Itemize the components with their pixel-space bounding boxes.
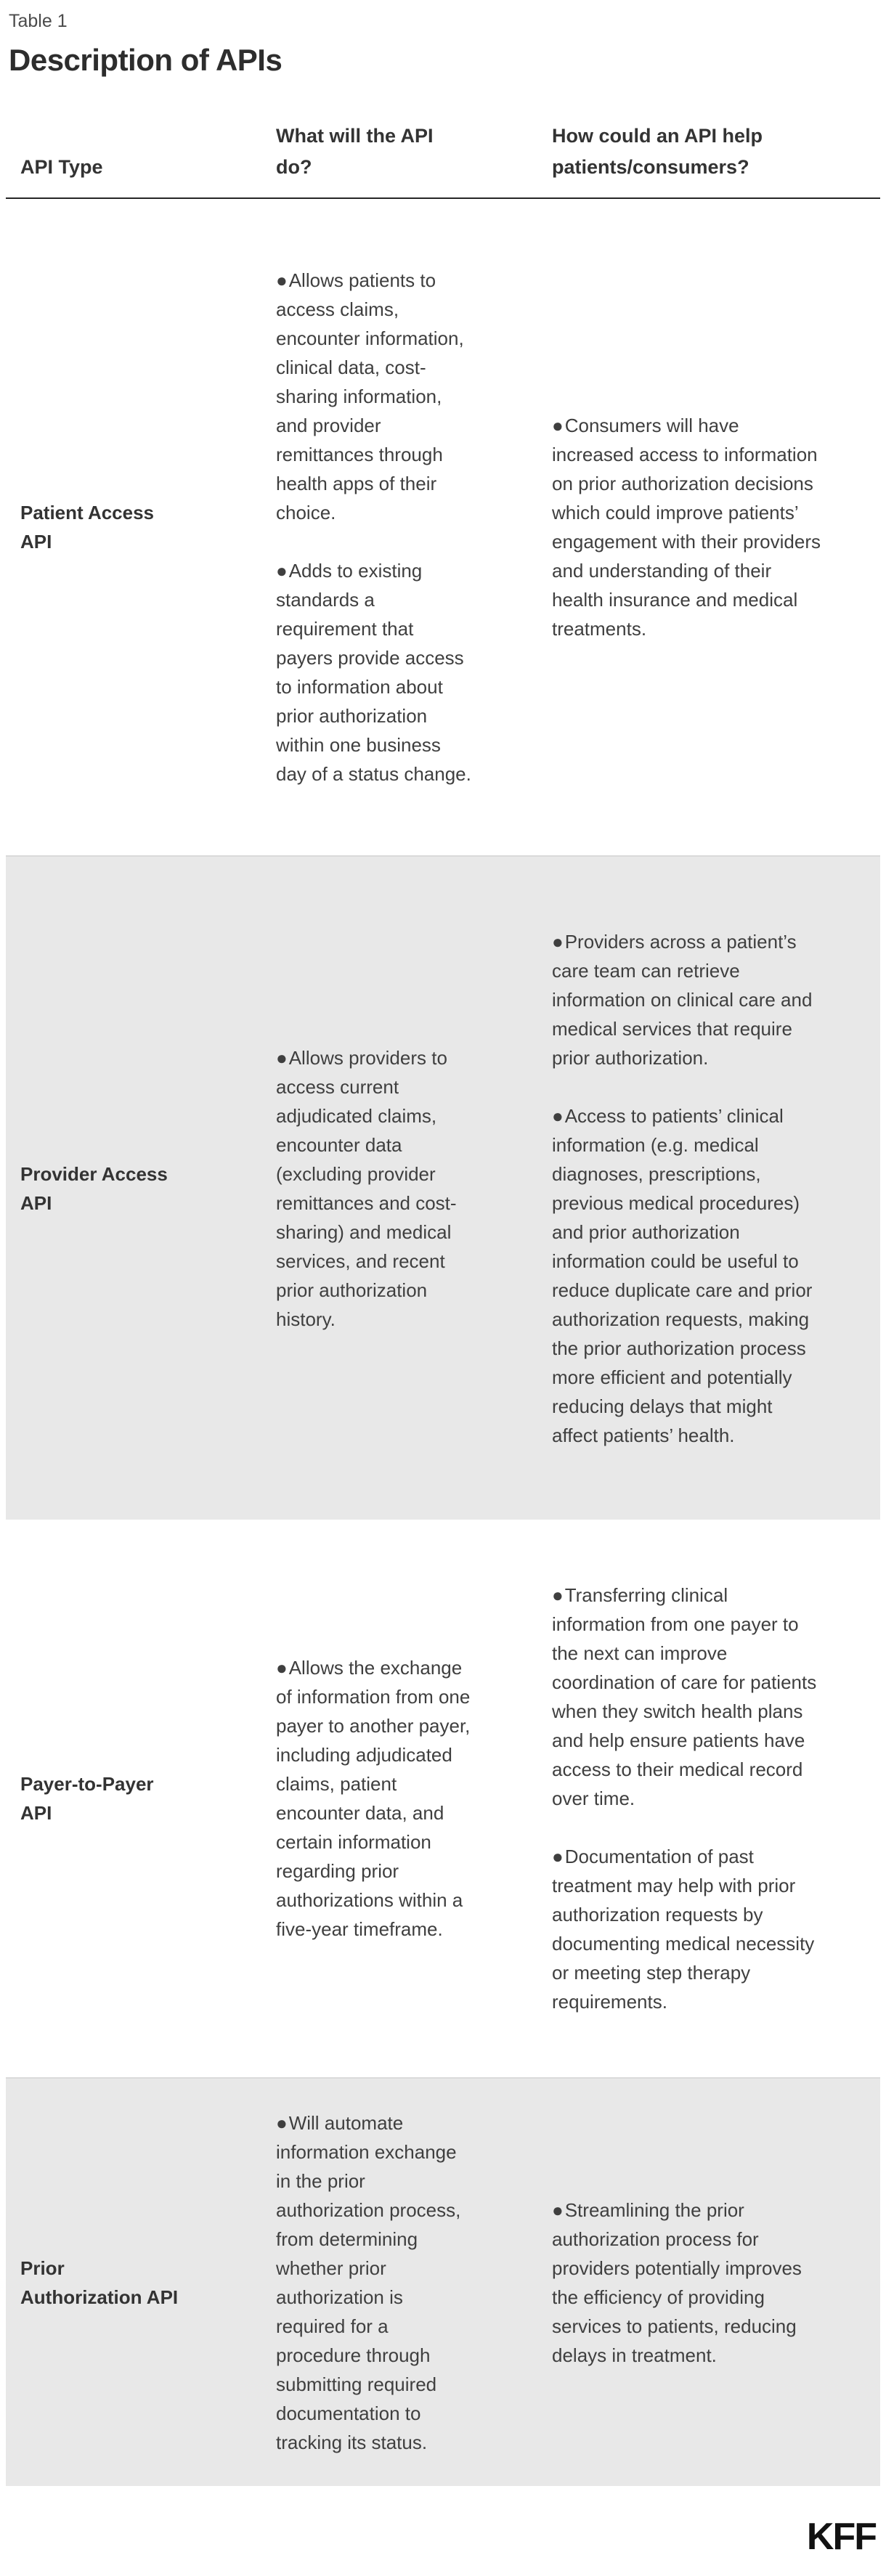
api-type-cell: Patient Access API: [20, 502, 155, 553]
bullet-item: ● Access to patients’ clinical information (e.g. medical diagnoses, prescriptions, previous medical procedures) and prior authorization information could be useful to reduce duplicate care and prior authorization requests, making the prior authorization process more efficient and potentially reducing delays that might affect patients’ health.: [552, 1101, 821, 1450]
page-title: Description of APIs: [9, 43, 283, 77]
api-help-cell: [521, 1520, 880, 2078]
column-header-what-will-api-do: What will the API do?: [270, 78, 521, 198]
table-number-label: Table 1: [9, 11, 68, 31]
api-help-cell: [521, 198, 880, 856]
api-do-cell: [270, 1520, 521, 2078]
bullet-item: ● Providers across a patient’s care team can retrieve information on clinical care and medical services that require prior authorization.: [552, 927, 821, 1072]
page-header: [0, 0, 886, 78]
bullet-item: ● Streamlining the prior authorization process for providers potentially improves the efficiency of providing services to patients, reducing delays in treatment.: [552, 2196, 821, 2370]
column-header-api-type: API Type: [6, 78, 270, 198]
api-description-table: [6, 78, 880, 2486]
bullet-item: ● Consumers will have increased access to information on prior authorization decisions which could improve patients’ engagement with their providers and understanding of their health insurance and medical treatments.: [552, 411, 821, 643]
table-header-row: [6, 78, 880, 198]
table-row-payer-to-payer-api: [6, 1520, 880, 2078]
api-help-cell: [521, 2078, 880, 2486]
bullet-item: ● Will automate information exchange in the prior authorization process, from determining whether prior authorization is required for a procedure through submitting required documentation to tracking its status.: [276, 2108, 474, 2457]
api-type-cell: Prior Authorization API: [6, 2078, 270, 2486]
page-footer: [0, 2486, 886, 2576]
bullet-item: ● Adds to existing standards a requirement that payers provide access to information about prior authorization within one business day of a status change.: [276, 556, 474, 788]
api-do-cell: [270, 2078, 521, 2486]
api-do-cell: [270, 856, 521, 1520]
kff-logo: KFF: [806, 2516, 876, 2558]
table-row-provider-access-api: [6, 856, 880, 1520]
api-do-cell: [270, 198, 521, 856]
api-type-cell: Payer-to-Payer API: [20, 1773, 154, 1824]
bullet-item: ● Allows the exchange of information from one payer to another payer, including adjudicated claims, patient encounter data, and certain information regarding prior authorizations within a five-year timeframe.: [276, 1653, 474, 1944]
bullet-item: ● Allows providers to access current adjudicated claims, encounter data (excluding provider remittances and cost-sharing) and medical services, and recent prior authorization history.: [276, 1043, 474, 1334]
bullet-item: ● Transferring clinical information from one payer to the next can improve coordination of care for patients when they switch health plans and help ensure patients have access to their medical record over time.: [552, 1581, 821, 1813]
bullet-item: ● Documentation of past treatment may help with prior authorization requests by documenting medical necessity or meeting step therapy requirements.: [552, 1842, 821, 2016]
api-help-cell: [521, 856, 880, 1520]
table-row-prior-authorization-api: [6, 2078, 880, 2486]
table-row-patient-access-api: [6, 198, 880, 856]
api-type-cell: Provider Access API: [6, 856, 270, 1520]
bullet-item: ● Allows patients to access claims, encounter information, clinical data, cost-sharing information, and provider remittances through health apps of their choice.: [276, 266, 474, 527]
column-header-how-api-helps: How could an API help patients/consumers?: [521, 78, 880, 198]
